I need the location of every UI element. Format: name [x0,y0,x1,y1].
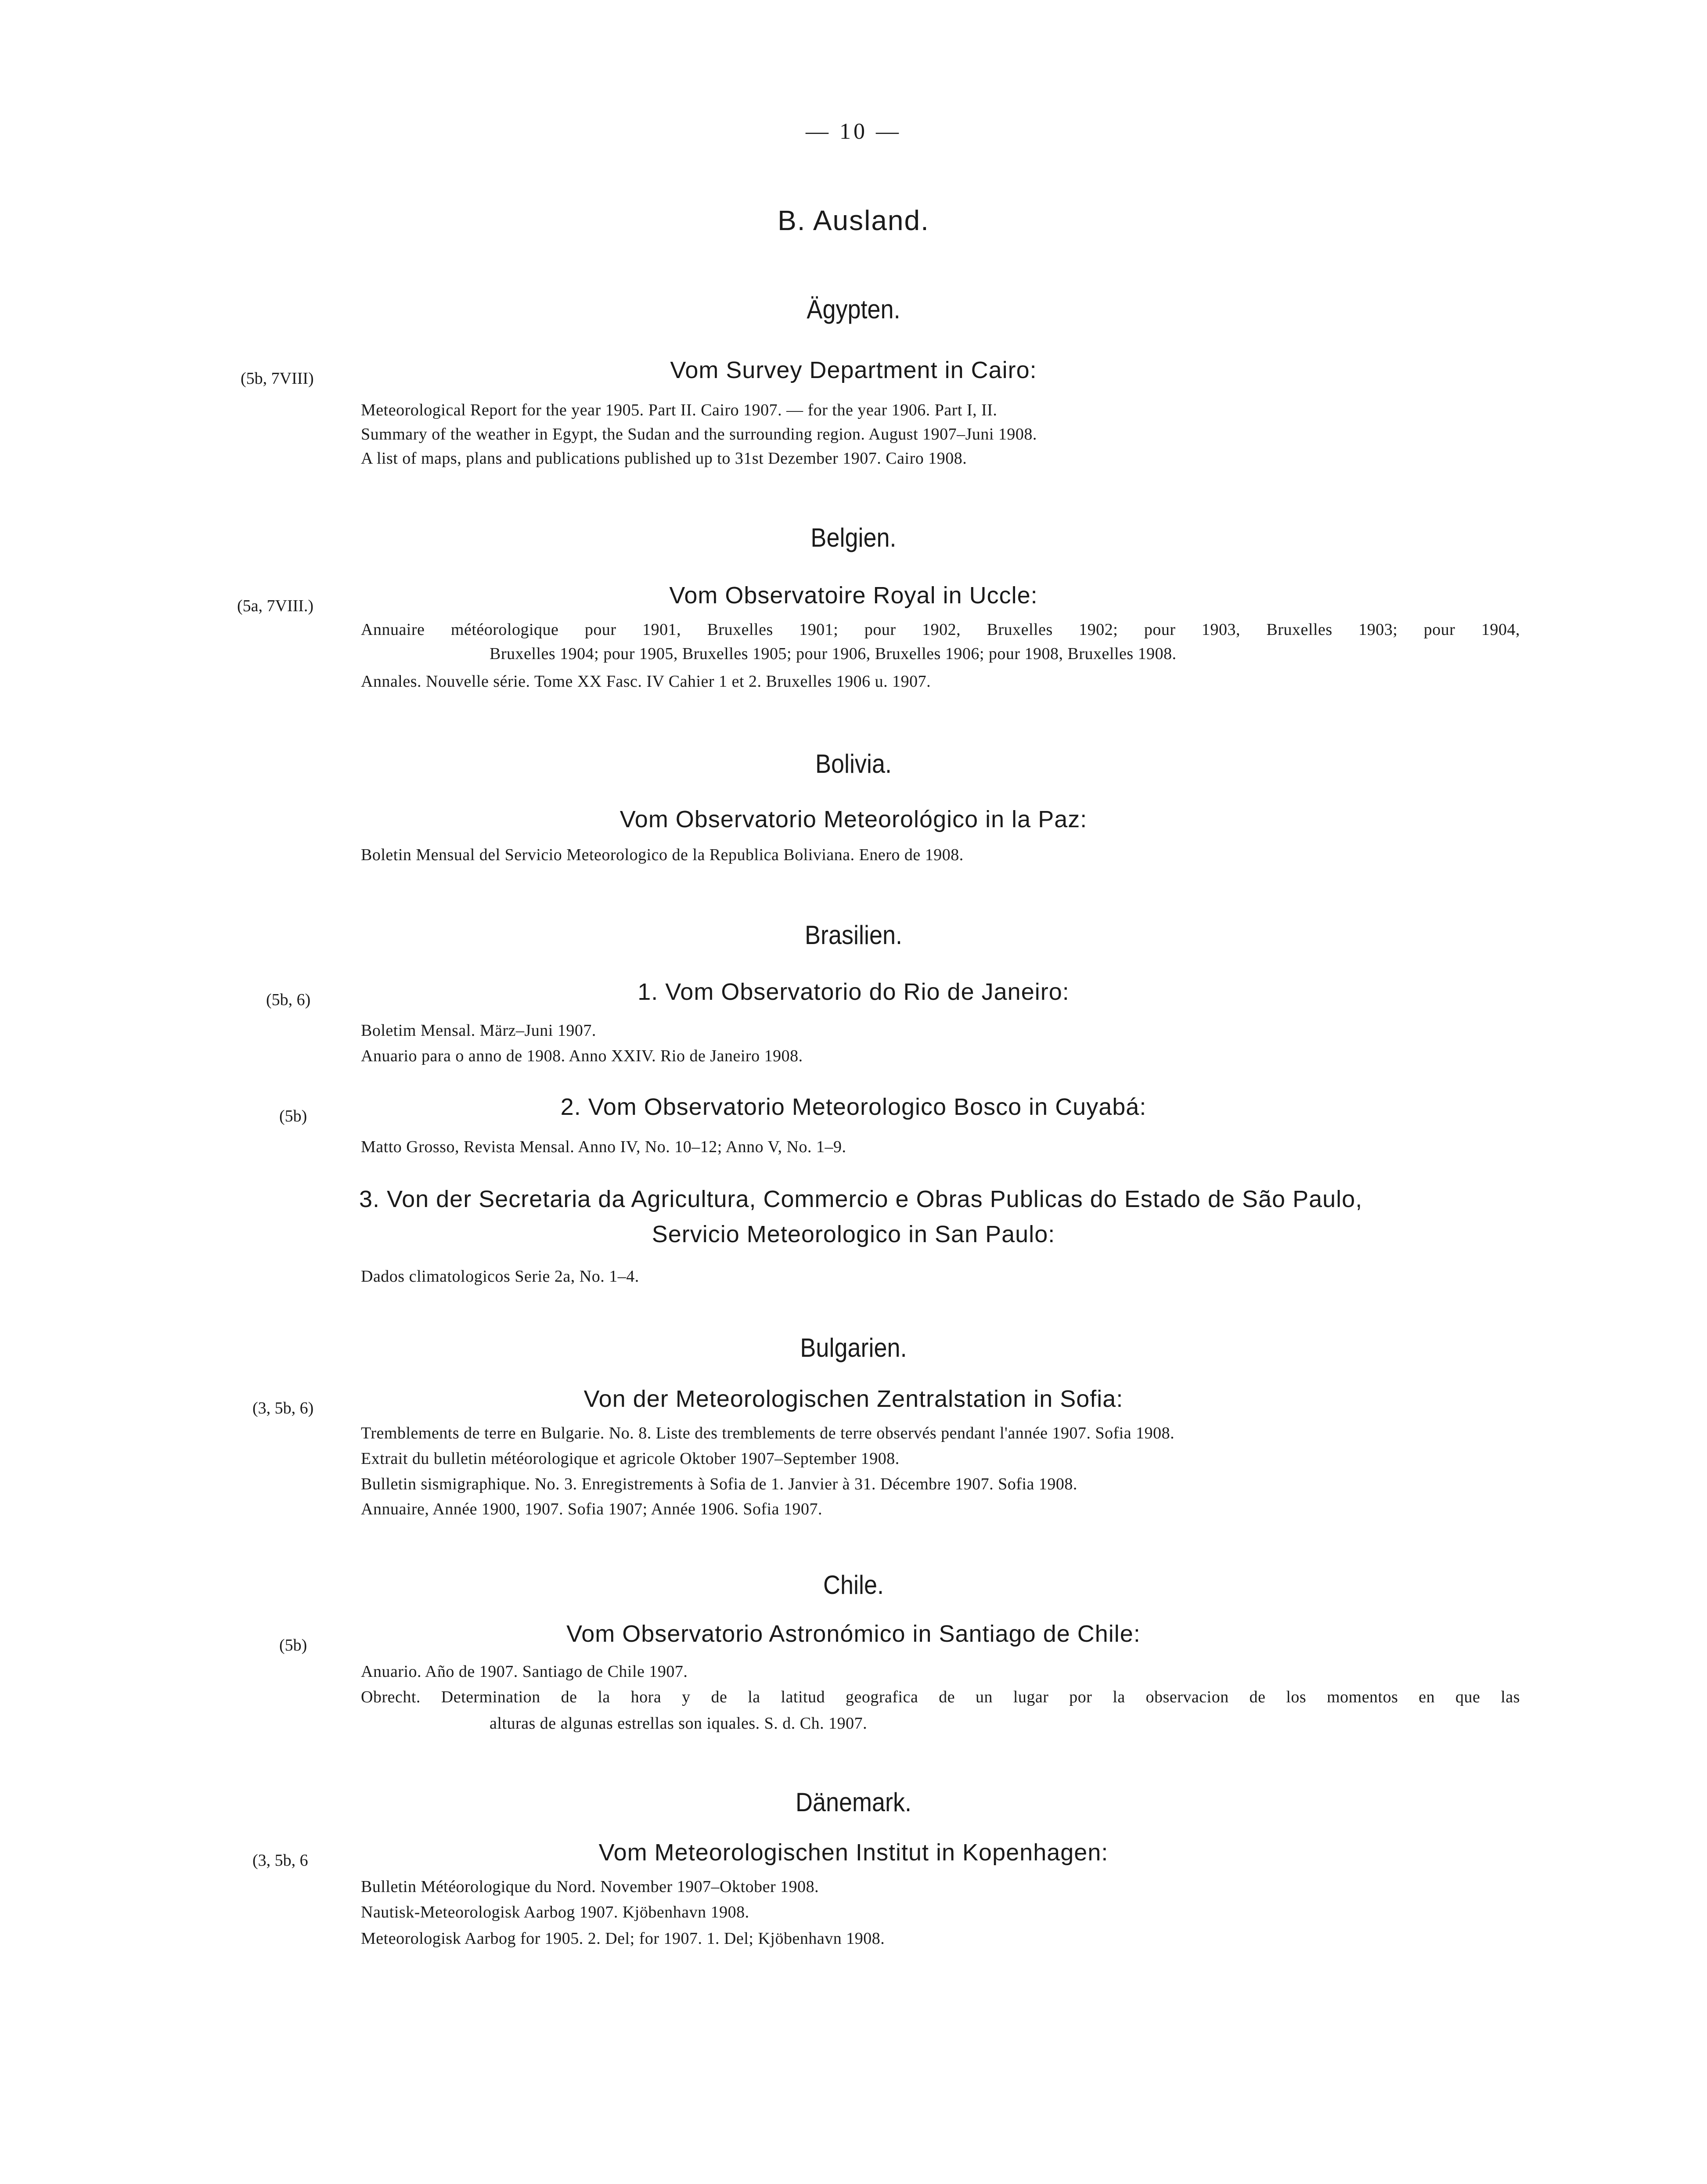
entry-line: Bulletin Météorologique du Nord. November 1907–Oktober 1908. [361,1878,819,1896]
institution-egypt: Vom Survey Department in Cairo: [670,357,1037,383]
institution-denmark: Vom Meteorologischen Institut in Kopenhagen: [598,1839,1109,1866]
entry-line: Bruxelles 1904; pour 1905, Bruxelles 1905; pour 1906, Bruxelles 1906; pour 1908, Bruxelles 1908. [490,645,1177,663]
institution-brazil-rio: 1. Vom Observatorio do Rio de Janeiro: [637,979,1070,1005]
institution-brazil-saopaulo: 3. Von der Secretaria da Agricultura, Commercio e Obras Publicas do Estado de São Paulo, [359,1186,1363,1212]
country-heading-bolivia: Bolivia. [815,749,892,778]
entry-line: Boletin Mensual del Servicio Meteorologico de la Republica Boliviana. Enero de 1908. [361,846,964,864]
entry-line: Meteorologisk Aarbog for 1905. 2. Del; for 1907. 1. Del; Kjöbenhavn 1908. [361,1929,885,1948]
entry-line: Meteorological Report for the year 1905. Part II. Cairo 1907. — for the year 1906. Part I, II. [361,401,998,419]
institution-bulgaria: Von der Meteorologischen Zentralstation in Sofia: [583,1386,1124,1412]
entry-line: alturas de algunas estrellas son iquales. S. d. Ch. 1907. [490,1714,868,1733]
margin-note-chile: (5b) [279,1636,307,1654]
entry-line: A list of maps, plans and publications published up to 31st Dezember 1907. Cairo 1908. [361,449,967,468]
institution-bolivia: Vom Observatorio Meteorológico in la Paz: [619,806,1088,833]
entry-line: Annuaire météorologique pour 1901, Bruxelles 1901; pour 1902, Bruxelles 1902; pour 1903, Bruxelles 1903; pour 1904, [361,620,1520,639]
page-number: — 10 — [806,119,901,144]
country-heading-brazil: Brasilien. [804,920,903,950]
entry-line: Annales. Nouvelle série. Tome XX Fasc. IV Cahier 1 et 2. Bruxelles 1906 u. 1907. [361,672,931,691]
entry-line: Matto Grosso, Revista Mensal. Anno IV, No. 10–12; Anno V, No. 1–9. [361,1138,846,1156]
entry-line: Obrecht. Determination de la hora y de la latitud geografica de un lugar por la observacion de los momentos en que las [361,1688,1520,1706]
entry-line: Dados climatologicos Serie 2a, No. 1–4. [361,1267,639,1286]
margin-note-denmark: (3, 5b, 6 [252,1851,308,1870]
institution-brazil-cuyaba: 2. Vom Observatorio Meteorologico Bosco in Cuyabá: [560,1094,1147,1120]
country-heading-egypt: Ägypten. [807,295,900,324]
entry-line: Anuario para o anno de 1908. Anno XXIV. Rio de Janeiro 1908. [361,1047,803,1065]
entry-line: Nautisk-Meteorologisk Aarbog 1907. Kjöbenhavn 1908. [361,1903,749,1921]
country-heading-denmark: Dänemark. [795,1788,912,1817]
margin-note-bulgaria: (3, 5b, 6) [252,1399,314,1417]
main-heading: B. Ausland. [778,205,929,236]
entry-line: Anuario. Año de 1907. Santiago de Chile 1907. [361,1662,688,1681]
margin-note-belgium: (5a, 7VIII.) [237,597,314,615]
institution-brazil-saopaulo-2: Servicio Meteorologico in San Paulo: [652,1221,1055,1247]
entry-line: Extrait du bulletin météorologique et agricole Oktober 1907–September 1908. [361,1449,900,1468]
entry-line: Boletim Mensal. März–Juni 1907. [361,1021,596,1040]
entry-line: Summary of the weather in Egypt, the Sudan and the surrounding region. August 1907–Juni 1908. [361,425,1037,443]
entry-line: Bulletin sismigraphique. No. 3. Enregistrements à Sofia de 1. Janvier à 31. Décembre 1907. Sofia 1908. [361,1475,1077,1493]
margin-note-egypt: (5b, 7VIII) [241,369,314,388]
entry-line: Tremblements de terre en Bulgarie. No. 8. Liste des tremblements de terre observés pendant l'année 1907. Sofia 1908. [361,1424,1175,1442]
country-heading-chile: Chile. [823,1570,884,1600]
country-heading-bulgaria: Bulgarien. [800,1333,907,1362]
margin-note-brazil-2: (5b) [279,1107,307,1125]
margin-note-brazil-1: (5b, 6) [266,991,311,1009]
institution-chile: Vom Observatorio Astronómico in Santiago de Chile: [566,1621,1141,1647]
institution-belgium: Vom Observatoire Royal in Uccle: [669,582,1038,609]
country-heading-belgium: Belgien. [810,523,897,552]
entry-line: Annuaire, Année 1900, 1907. Sofia 1907; Année 1906. Sofia 1907. [361,1500,823,1518]
